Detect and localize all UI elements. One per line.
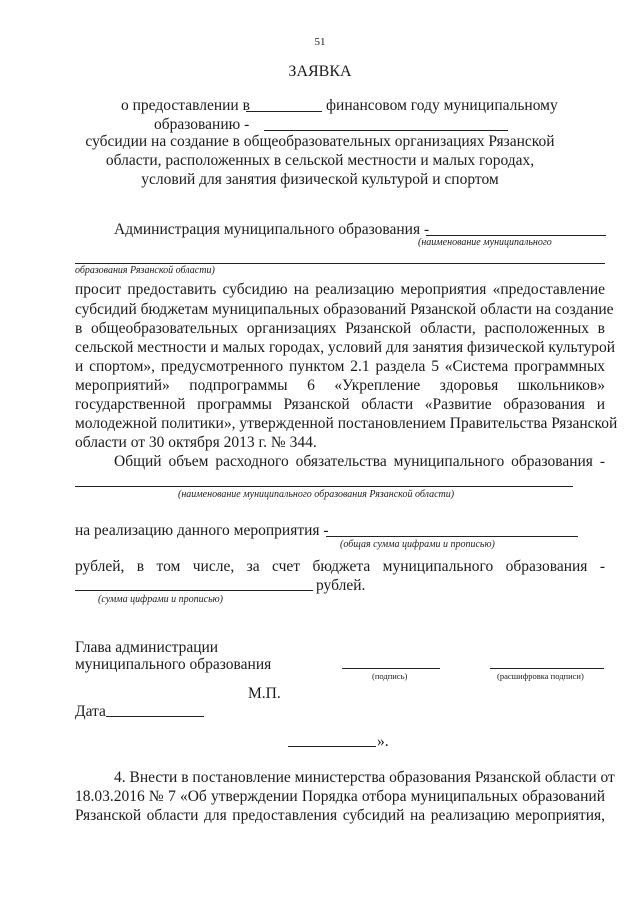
- body-line: просит предоставить субсидию на реализацию мероприятия «предоставление: [75, 281, 605, 298]
- page-number: 51: [314, 36, 326, 48]
- rubles-blank: [75, 590, 313, 591]
- municipality-blank: [264, 130, 508, 131]
- heading-line5: условий для занятия физической культурой и спортом: [141, 171, 499, 188]
- item4-line2: 18.03.2016 № 7 «Об утверждении Порядка отбора муниципальных образований: [75, 788, 605, 805]
- volume-text: Общий объем расходного обязательства муниципального образования -: [114, 453, 605, 470]
- decoding-caption: (расшифровка подписи): [497, 671, 584, 681]
- implementation-caption: (общая сумма цифрами и прописью): [340, 539, 495, 550]
- closing-mark: ».: [377, 733, 389, 750]
- body-line: молодежной политики», утвержденной постановлением Правительства Рязанской: [75, 415, 618, 432]
- document-title: ЗАЯВКА: [288, 63, 352, 80]
- admin-name-blank: [426, 235, 606, 236]
- heading-line1-pre: о предоставлении в: [121, 97, 250, 114]
- admin-label: Администрация муниципального образования -: [114, 221, 430, 238]
- rubles-text: рублей, в том числе, за счет бюджета муниципального образования -: [75, 558, 605, 575]
- admin-caption-1: (наименование муниципального: [418, 237, 552, 248]
- body-line-last: области от 30 октября 2013 г. № 344.: [75, 434, 317, 451]
- rubles-suffix: рублей.: [316, 577, 366, 594]
- rubles-caption: (сумма цифрами и прописью): [98, 594, 224, 605]
- body-line: государственной программы Рязанской области «Развитие образования и: [75, 396, 605, 413]
- year-blank: [246, 111, 322, 112]
- signature-blank: [342, 668, 440, 669]
- item4-line3: Рязанской области для предоставления субсидий на реализацию мероприятия,: [75, 807, 605, 824]
- decoding-blank: [490, 668, 604, 669]
- heading-line4: области, расположенных в сельской местности и малых городах,: [105, 152, 535, 169]
- implementation-blank: [326, 536, 578, 537]
- signature-line1: Глава администрации: [75, 639, 219, 656]
- closing-blank: [288, 746, 376, 747]
- body-line: мероприятий» подпрограммы 6 «Укрепление здоровья школьников»: [75, 377, 605, 394]
- heading-line2: образованию -: [154, 116, 250, 133]
- seal-label: М.П.: [248, 685, 281, 702]
- item4-line1: 4. Внести в постановление министерства образования Рязанской области от: [114, 769, 615, 786]
- body-line: сельской местности и малых городах, условий для занятия физической культурой: [75, 339, 616, 356]
- heading-line3: субсидии на создание в общеобразовательных организациях Рязанской: [85, 133, 555, 150]
- date-label: Дата: [75, 703, 106, 720]
- body-line: в общеобразовательных организациях Рязанской области, расположенных в: [75, 320, 605, 337]
- body-line: и спортом», предусмотренного пунктом 2.1 раздела 5 «Система программных: [75, 358, 605, 375]
- volume-blank: [75, 486, 573, 487]
- volume-caption: (наименование муниципального образования Рязанской области): [178, 489, 455, 500]
- signature-caption: (подпись): [372, 671, 408, 681]
- signature-line2: муниципального образования: [75, 656, 272, 673]
- admin-name-blank-2: [75, 263, 605, 264]
- implementation-text: на реализацию данного мероприятия -: [75, 522, 329, 539]
- admin-caption-2: образования Рязанской области): [75, 265, 215, 276]
- body-line: субсидий бюджетам муниципальных образований Рязанской области на создание: [75, 301, 614, 318]
- date-blank: [106, 716, 204, 717]
- heading-line1-post: финансовом году муниципальному: [326, 97, 558, 114]
